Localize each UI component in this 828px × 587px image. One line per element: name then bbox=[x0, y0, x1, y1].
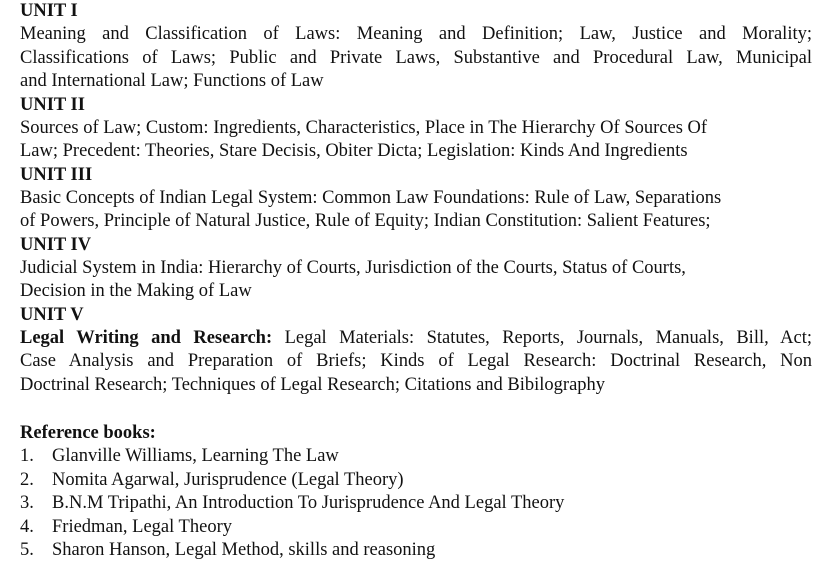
unit-1-line: Classifications of Laws; Public and Private Laws, Substantive and Procedural Law, Municipal bbox=[20, 47, 812, 68]
unit-1-line: and International Law; Functions of Law bbox=[20, 71, 324, 91]
syllabus-page bbox=[20, 0, 812, 563]
list-item-number: 2. bbox=[20, 469, 34, 490]
list-item-number: 5. bbox=[20, 540, 34, 560]
list-item bbox=[20, 445, 812, 469]
unit-4-heading: UNIT IV bbox=[20, 234, 92, 255]
unit-1-body bbox=[20, 23, 812, 94]
list-item-text: Glanville Williams, Learning The Law bbox=[52, 446, 339, 466]
unit-3-heading: UNIT III bbox=[20, 164, 93, 185]
unit-2-heading: UNIT II bbox=[20, 94, 85, 115]
list-item bbox=[20, 539, 812, 563]
unit-3-line: of Powers, Principle of Natural Justice, Rule of Equity; Indian Constitution: Salient Features; bbox=[20, 211, 711, 231]
unit-5-heading: UNIT V bbox=[20, 304, 84, 325]
list-item-text: B.N.M Tripathi, An Introduction To Jurisprudence And Legal Theory bbox=[52, 493, 565, 513]
list-item-text: Sharon Hanson, Legal Method, skills and reasoning bbox=[52, 540, 436, 560]
unit-2-body bbox=[20, 117, 812, 164]
unit-5-lead: Legal Writing and Research: bbox=[20, 327, 273, 348]
list-item bbox=[20, 492, 812, 516]
list-item bbox=[20, 469, 812, 493]
list-item-text: Nomita Agarwal, Jurisprudence (Legal Theory) bbox=[52, 469, 404, 490]
unit-4-line: Judicial System in India: Hierarchy of Courts, Jurisdiction of the Courts, Status of Courts, bbox=[20, 257, 686, 278]
reference-books-heading: Reference books: bbox=[20, 423, 156, 443]
list-item-text: Friedman, Legal Theory bbox=[52, 516, 232, 537]
list-item-number: 1. bbox=[20, 446, 34, 466]
unit-3-line: Basic Concepts of Indian Legal System: Common Law Foundations: Rule of Law, Separations bbox=[20, 187, 722, 208]
unit-5-line bbox=[20, 327, 812, 351]
unit-4-line: Decision in the Making of Law bbox=[20, 281, 252, 301]
unit-2-line: Sources of Law; Custom: Ingredients, Characteristics, Place in The Hierarchy Of Sources Of bbox=[20, 117, 708, 138]
unit-1-line: Meaning and Classification of Laws: Meaning and Definition; Law, Justice and Morality; bbox=[20, 24, 812, 44]
unit-5-line-rest: Legal Materials: Statutes, Reports, Journals, Manuals, Bill, Act; bbox=[272, 327, 812, 348]
list-item-number: 4. bbox=[20, 516, 34, 537]
list-item-number: 3. bbox=[20, 493, 34, 513]
unit-5-line: Case Analysis and Preparation of Briefs; Kinds of Legal Research: Doctrinal Research, Non bbox=[20, 351, 812, 371]
unit-1-heading: UNIT I bbox=[20, 1, 78, 21]
unit-3-body bbox=[20, 187, 812, 234]
unit-5-body bbox=[20, 327, 812, 398]
unit-2-line: Law; Precedent: Theories, Stare Decisis, Obiter Dicta; Legislation: Kinds And Ingredients bbox=[20, 141, 688, 161]
unit-4-body bbox=[20, 257, 812, 304]
unit-5-line: Doctrinal Research; Techniques of Legal Research; Citations and Bibilography bbox=[20, 374, 606, 395]
reference-list bbox=[20, 445, 812, 563]
list-item bbox=[20, 516, 812, 540]
